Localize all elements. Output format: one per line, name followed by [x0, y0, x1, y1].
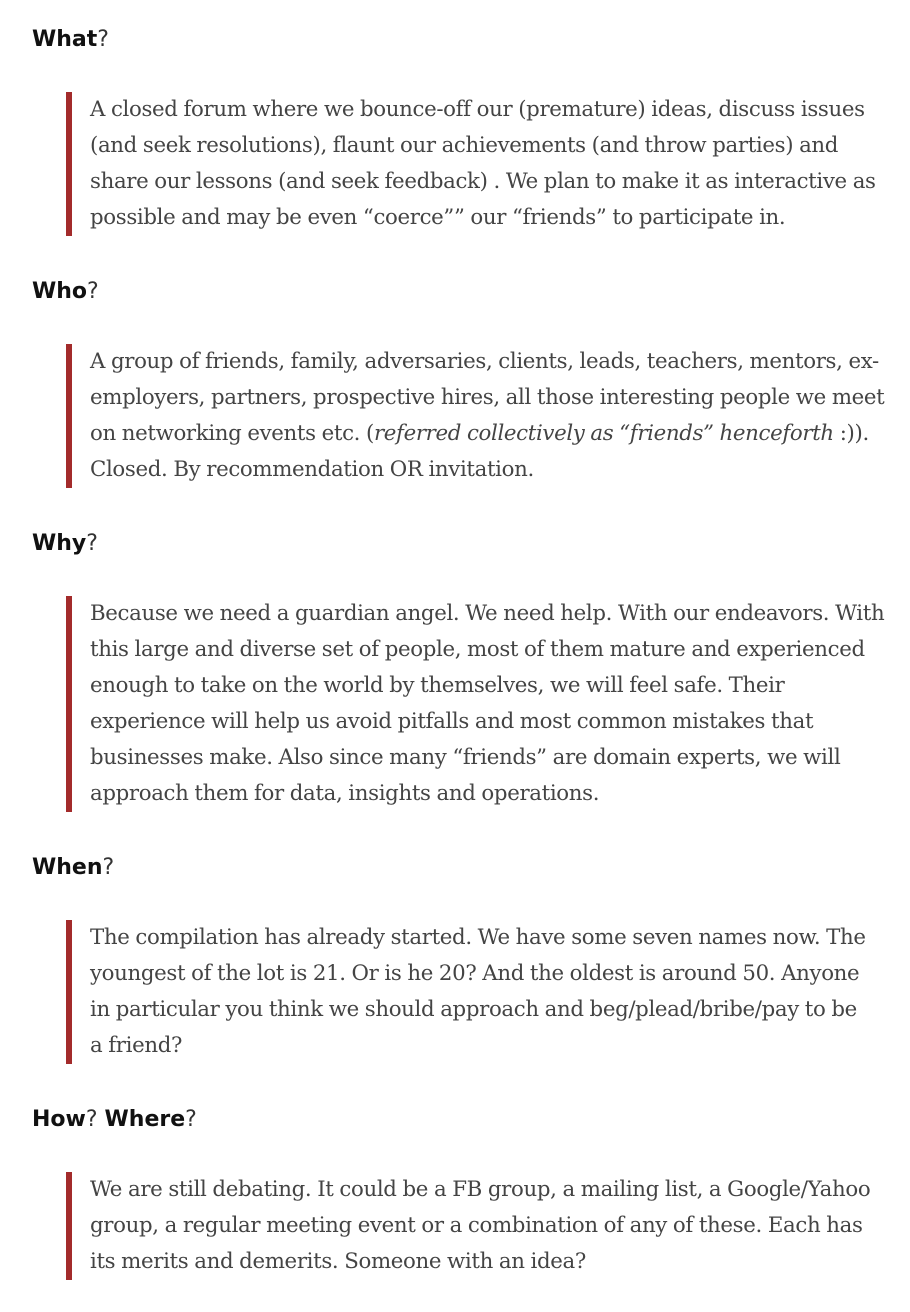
quote-line: employers, partners, prospective hires, all those interesting people we meet — [90, 385, 885, 410]
quote-line: approach them for data, insights and operations. — [90, 781, 600, 806]
heading-what — [32, 26, 109, 54]
heading-why-label: Why — [32, 531, 87, 556]
quote-line: (and seek resolutions), flaunt our achievements (and throw parties) and — [90, 133, 839, 158]
heading-what-label: What — [32, 27, 98, 52]
heading-when-mark: ? — [102, 855, 115, 880]
heading-when — [32, 854, 114, 882]
heading-how-mark: ? — [85, 1107, 105, 1132]
blockquote-how-where — [66, 1172, 874, 1280]
quote-line: possible and may be even “coerce”” our “friends” to participate in. — [90, 205, 786, 230]
quote-line: a friend? — [90, 1033, 183, 1058]
heading-who-label: Who — [32, 279, 88, 304]
quote-line: this large and diverse set of people, most of them mature and experienced — [90, 637, 865, 662]
quote-line: group, a regular meeting event or a combination of any of these. Each has — [90, 1213, 863, 1238]
quote-line: share our lessons (and seek feedback) . We plan to make it as interactive as — [90, 169, 876, 194]
blockquote-what — [66, 92, 874, 236]
heading-when-label: When — [32, 855, 103, 880]
quote-line — [90, 416, 874, 452]
blockquote-why — [66, 596, 885, 812]
heading-why — [32, 530, 98, 558]
heading-who-mark: ? — [87, 279, 99, 304]
heading-how-label: How — [32, 1107, 86, 1132]
quote-line: A closed forum where we bounce-off our (premature) ideas, discuss issues — [90, 97, 865, 122]
quote-line: Because we need a guardian angel. We need help. With our endeavors. With — [90, 601, 885, 626]
blockquote-who — [66, 344, 885, 488]
quote-line: experience will help us avoid pitfalls and most common mistakes that — [90, 709, 814, 734]
heading-how-where — [32, 1106, 197, 1134]
quote-line: Closed. By recommendation OR invitation. — [90, 457, 534, 482]
quote-line: The compilation has already started. We have some seven names now. The — [90, 925, 866, 950]
quote-line: its merits and demerits. Someone with an idea? — [90, 1249, 586, 1274]
heading-where-label: Where — [104, 1107, 186, 1132]
quote-text: on networking events etc. ( — [90, 421, 374, 446]
quote-line: in particular you think we should approach and beg/plead/bribe/pay to be — [90, 997, 857, 1022]
quote-line: youngest of the lot is 21. Or is he 20? And the oldest is around 50. Anyone — [90, 961, 860, 986]
quote-line: We are still debating. It could be a FB group, a mailing list, a Google/Yahoo — [90, 1177, 871, 1202]
quote-line: businesses make. Also since many “friends” are domain experts, we will — [90, 745, 841, 770]
quote-italic-text: referred collectively as “friends” henceforth — [373, 421, 834, 446]
heading-where-mark: ? — [185, 1107, 197, 1132]
quote-text: :)). — [833, 421, 869, 446]
heading-what-mark: ? — [97, 27, 109, 52]
quote-line: A group of friends, family, adversaries, clients, leads, teachers, mentors, ex- — [90, 349, 879, 374]
blockquote-when — [66, 920, 874, 1064]
heading-who — [32, 278, 99, 306]
quote-line: enough to take on the world by themselves, we will feel safe. Their — [90, 673, 785, 698]
heading-why-mark: ? — [86, 531, 98, 556]
